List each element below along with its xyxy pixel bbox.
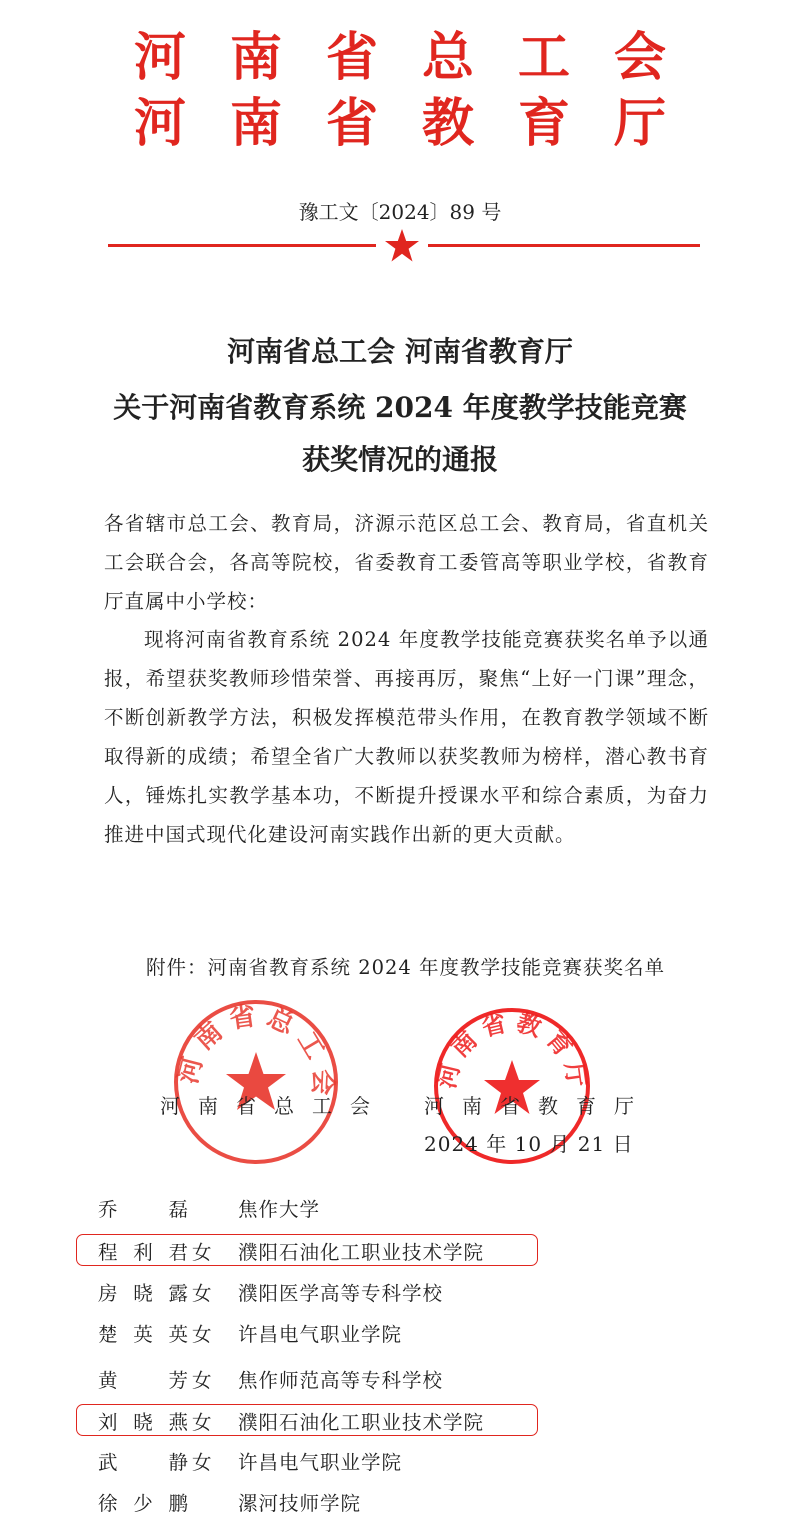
winner-gender: 女 [192,1411,212,1434]
issuer-union: 河南省总工会 [133,28,710,88]
winner-school: 濮阳石油化工职业技术学院 [238,1411,485,1434]
winner-school: 濮阳石油化工职业技术学院 [238,1241,485,1264]
issuer-education-dept: 河南省教育厅 [133,94,710,154]
winner-gender: 女 [192,1369,212,1392]
winner-school: 许昌电气职业学院 [238,1451,403,1474]
winner-gender: 女 [192,1323,212,1346]
svg-text:河南省教育厅: 河南省教育厅 [432,1007,592,1096]
winner-name: 武静 [98,1451,188,1474]
winner-gender: 女 [192,1241,212,1264]
svg-text:河南省总工会: 河南省总工会 [173,1000,338,1104]
winner-school: 许昌电气职业学院 [238,1323,403,1346]
winner-name: 乔磊 [98,1198,188,1221]
winner-gender: 女 [192,1282,212,1305]
signatory-union: 河南省总工会 [160,1094,388,1118]
winner-name: 房晓露 [98,1282,188,1305]
red-rule-right [428,244,700,247]
document-number: 豫工文〔2024〕89 号 [298,200,502,224]
winner-school: 漯河技师学院 [238,1492,362,1515]
winner-name: 徐少鹏 [98,1492,188,1515]
winner-name: 楚英英 [98,1323,188,1346]
notice-title-line-2: 关于河南省教育系统 2024 年度教学技能竞赛 [113,391,687,424]
notice-body-paragraph: 现将河南省教育系统 2024 年度教学技能竞赛获奖名单予以通报，希望获奖教师珍惜荣誉、再接再厉，聚焦“上好一门课”理念，不断创新教学方法，积极发挥模范带头作用，在教育教学领域不断取得新的成绩；希望全省广大教师以获奖教师为榜样，潜心教书育人，锤炼扎实教学基本功，不断提升授课水平和综合素质，为奋力推进中国式现代化建设河南实践作出新的更大贡献。 [104,628,709,846]
star-icon [384,228,420,264]
issue-date: 2024 年 10 月 21 日 [424,1132,634,1156]
winner-name: 程利君 [98,1241,188,1264]
attachment-note: 附件：河南省教育系统 2024 年度教学技能竞赛获奖名单 [146,956,666,979]
addressee-paragraph: 各省辖市总工会、教育局，济源示范区总工会、教育局，省直机关工会联合会，各高等院校，省委教育工委管高等职业学校，省教育厅直属中小学校： [104,512,709,613]
winner-school: 焦作大学 [238,1198,321,1221]
union-seal-icon [172,998,340,1166]
winner-name: 刘晓燕 [98,1411,188,1434]
winner-name: 黄芳 [98,1369,188,1392]
notice-title-line-1: 河南省总工会 河南省教育厅 [227,335,573,368]
winner-school: 濮阳医学高等专科学校 [238,1282,444,1305]
winner-school: 焦作师范高等专科学校 [238,1369,444,1392]
notice-title-line-3: 获奖情况的通报 [301,443,498,476]
winner-gender: 女 [192,1451,212,1474]
red-rule-left [108,244,376,247]
signatory-education-dept: 河南省教育厅 [424,1094,652,1118]
